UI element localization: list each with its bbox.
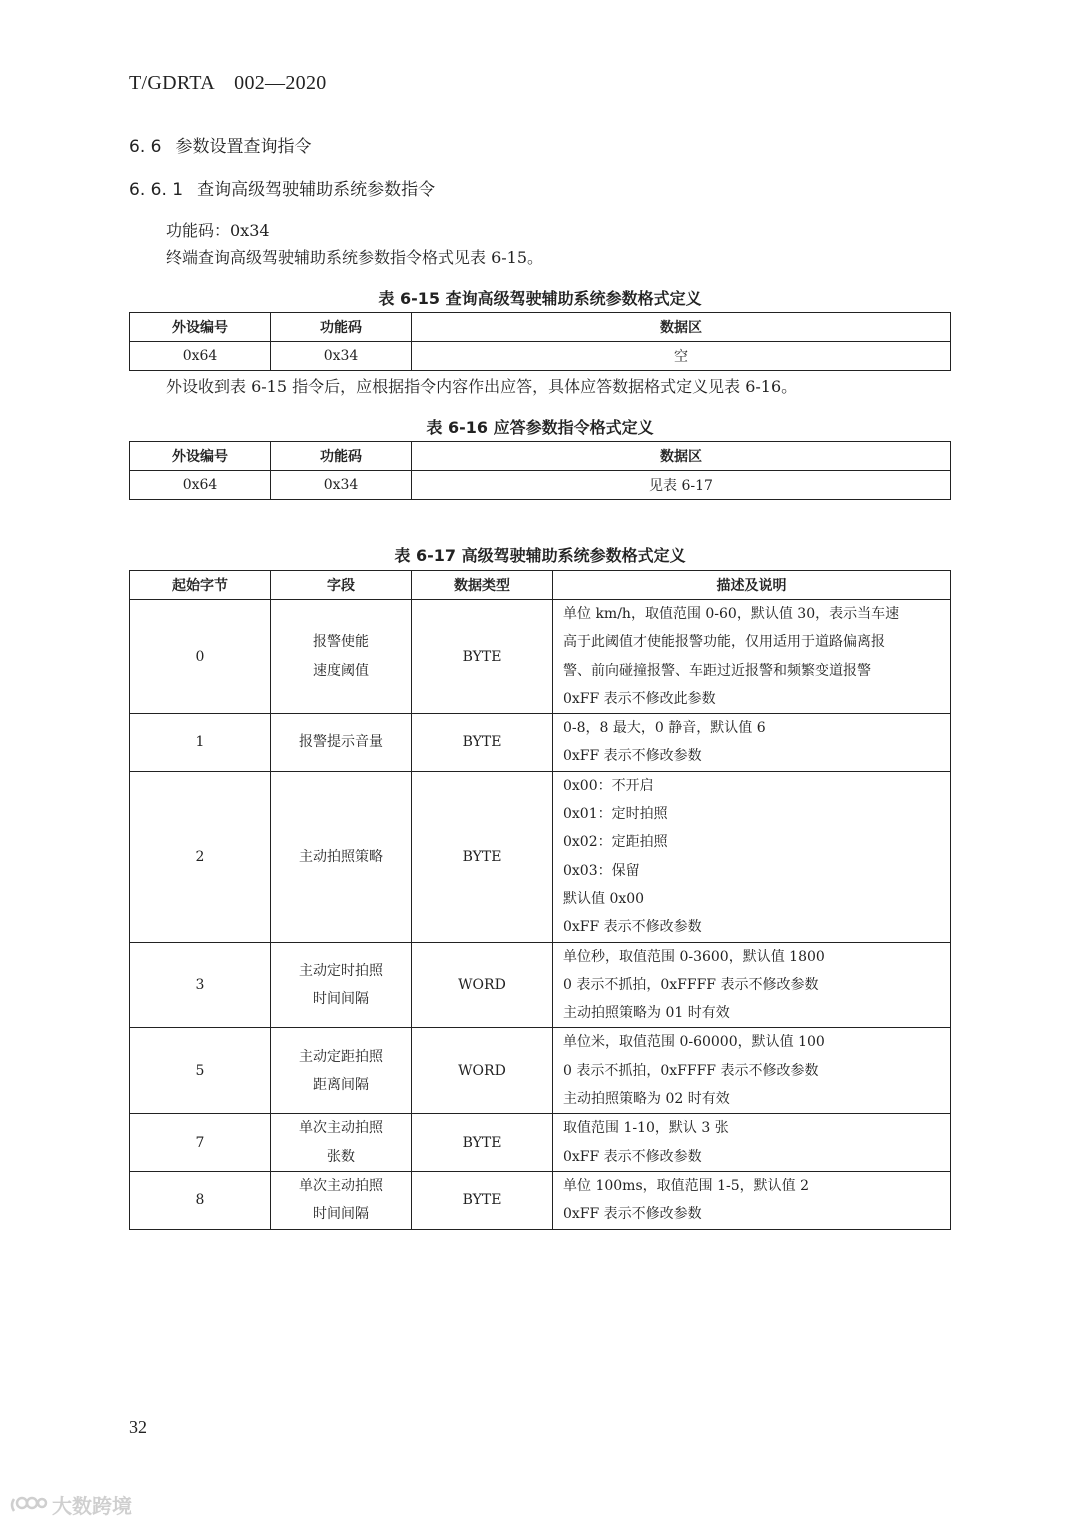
table-6-17 (129, 570, 951, 1230)
table-row (130, 342, 951, 371)
page-number: 32 (129, 1417, 147, 1437)
field-line: 时间间隔 (313, 1206, 369, 1223)
table-6-16 (129, 441, 951, 500)
table-header-row (130, 571, 951, 600)
table-row (130, 714, 951, 772)
description-line: 0xFF 表示不修改参数 (563, 748, 702, 765)
table-row (130, 471, 951, 500)
description-cell (553, 1028, 951, 1114)
field-line: 速度阈值 (313, 662, 369, 679)
table-row (130, 771, 951, 942)
description-line: 0xFF 表示不修改此参数 (563, 690, 716, 707)
table-6-16-caption: 表 6-16 应答参数指令格式定义 (426, 418, 654, 437)
header-cell: 外设编号 (130, 442, 271, 471)
description-cell (553, 771, 951, 942)
description-line: 取值范围 1-10，默认 3 张 (563, 1120, 729, 1137)
field-line: 单次主动拍照 (299, 1177, 383, 1194)
description-line: 主动拍照策略为 01 时有效 (563, 1005, 730, 1022)
header-cell: 功能码 (271, 442, 412, 471)
description-line: 默认值 0x00 (563, 890, 645, 907)
field-cell (271, 771, 412, 942)
description-line: 单位秒，取值范围 0-3600，默认值 1800 (563, 948, 825, 965)
subsection-title: 查询高级驾驶辅助系统参数指令 (197, 180, 436, 200)
subsection-number: 6. 6. 1 (129, 180, 184, 200)
field-cell (271, 714, 412, 772)
description-cell (553, 1171, 951, 1229)
description-line: 警、前向碰撞报警、车距过近报警和频繁变道报警 (563, 662, 871, 679)
section-number: 6. 6 (129, 137, 162, 157)
field-line: 报警使能 (313, 634, 369, 651)
table-cell: 见表 6-17 (412, 471, 951, 500)
field-cell (271, 1171, 412, 1229)
description-line: 单位 100ms，取值范围 1-5，默认值 2 (563, 1177, 809, 1194)
field-line: 主动拍照策略 (299, 848, 383, 865)
description-cell (553, 714, 951, 772)
header-cell: 数据区 (412, 313, 951, 342)
watermark (8, 1490, 132, 1519)
header-cell: 字段 (271, 571, 412, 600)
description-line: 主动拍照策略为 02 时有效 (563, 1091, 730, 1108)
header-cell: 描述及说明 (553, 571, 951, 600)
data-type-cell: WORD (412, 942, 553, 1028)
subsection-heading (129, 175, 435, 200)
data-type-cell: BYTE (412, 714, 553, 772)
description-line: 0 表示不抓拍，0xFFFF 表示不修改参数 (563, 1062, 819, 1079)
start-byte-cell: 8 (130, 1171, 271, 1229)
start-byte-cell: 7 (130, 1114, 271, 1172)
table-row (130, 942, 951, 1028)
description-line: 0x02：定距拍照 (563, 834, 668, 851)
description-line: 0x03：保留 (563, 862, 640, 879)
field-line: 距离间隔 (313, 1076, 369, 1093)
field-line: 主动定时拍照 (299, 962, 383, 979)
field-line: 时间间隔 (313, 991, 369, 1007)
start-byte-cell: 3 (130, 942, 271, 1028)
description-line: 0x00：不开启 (563, 777, 654, 794)
watermark-logo-icon (8, 1493, 48, 1517)
description-cell (553, 942, 951, 1028)
description-line: 单位米，取值范围 0-60000，默认值 100 (563, 1034, 825, 1051)
table-body (130, 600, 951, 1230)
data-type-cell: BYTE (412, 1114, 553, 1172)
field-cell (271, 600, 412, 714)
table-row (130, 1028, 951, 1114)
field-cell (271, 942, 412, 1028)
description-line: 高于此阈值才使能报警功能，仅用适用于道路偏离报 (563, 634, 885, 651)
table-6-15-caption: 表 6-15 查询高级驾驶辅助系统参数格式定义 (378, 289, 702, 308)
data-type-cell: BYTE (412, 771, 553, 942)
field-cell (271, 1028, 412, 1114)
field-line: 主动定距拍照 (299, 1048, 383, 1065)
watermark-text: 大数跨境 (52, 1494, 132, 1518)
table-header-row (130, 442, 951, 471)
field-line: 报警提示音量 (299, 734, 383, 751)
header-cell: 功能码 (271, 313, 412, 342)
table-cell: 0x34 (271, 471, 412, 500)
section-heading (129, 132, 311, 157)
header-cell: 起始字节 (130, 571, 271, 600)
start-byte-cell: 1 (130, 714, 271, 772)
intro-paragraph: 终端查询高级驾驶辅助系统参数指令格式见表 6-15。 (166, 248, 544, 267)
field-line: 单次主动拍照 (299, 1120, 383, 1137)
table-row (130, 1114, 951, 1172)
table-cell: 0x34 (271, 342, 412, 371)
field-cell (271, 1114, 412, 1172)
description-line: 0xFF 表示不修改参数 (563, 1148, 702, 1165)
header-cell: 外设编号 (130, 313, 271, 342)
description-line: 0x01：定时拍照 (563, 806, 668, 823)
data-type-cell: BYTE (412, 1171, 553, 1229)
table-row (130, 1171, 951, 1229)
start-byte-cell: 0 (130, 600, 271, 714)
table-header-row (130, 313, 951, 342)
function-code-text: 功能码：0x34 (166, 221, 270, 240)
standard-code: T/GDRTA 002—2020 (129, 72, 327, 94)
description-cell (553, 600, 951, 714)
section-title: 参数设置查询指令 (175, 137, 312, 157)
table-6-15 (129, 312, 951, 371)
description-line: 0 表示不抓拍，0xFFFF 表示不修改参数 (563, 976, 819, 993)
header-cell: 数据区 (412, 442, 951, 471)
description-line: 0xFF 表示不修改参数 (563, 919, 702, 936)
description-line: 0xFF 表示不修改参数 (563, 1206, 702, 1223)
header-cell: 数据类型 (412, 571, 553, 600)
start-byte-cell: 2 (130, 771, 271, 942)
response-paragraph: 外设收到表 6-15 指令后，应根据指令内容作出应答，具体应答数据格式定义见表 6-16。 (166, 377, 798, 396)
table-row (130, 600, 951, 714)
start-byte-cell: 5 (130, 1028, 271, 1114)
data-type-cell: WORD (412, 1028, 553, 1114)
description-line: 单位 km/h，取值范围 0-60，默认值 30，表示当车速 (563, 606, 900, 622)
description-cell (553, 1114, 951, 1172)
table-cell: 空 (412, 342, 951, 371)
table-6-17-caption: 表 6-17 高级驾驶辅助系统参数格式定义 (394, 546, 686, 565)
data-type-cell: BYTE (412, 600, 553, 714)
field-line: 张数 (327, 1148, 355, 1165)
table-cell: 0x64 (130, 342, 271, 371)
table-cell: 0x64 (130, 471, 271, 500)
description-line: 0-8，8 最大，0 静音，默认值 6 (563, 720, 766, 737)
